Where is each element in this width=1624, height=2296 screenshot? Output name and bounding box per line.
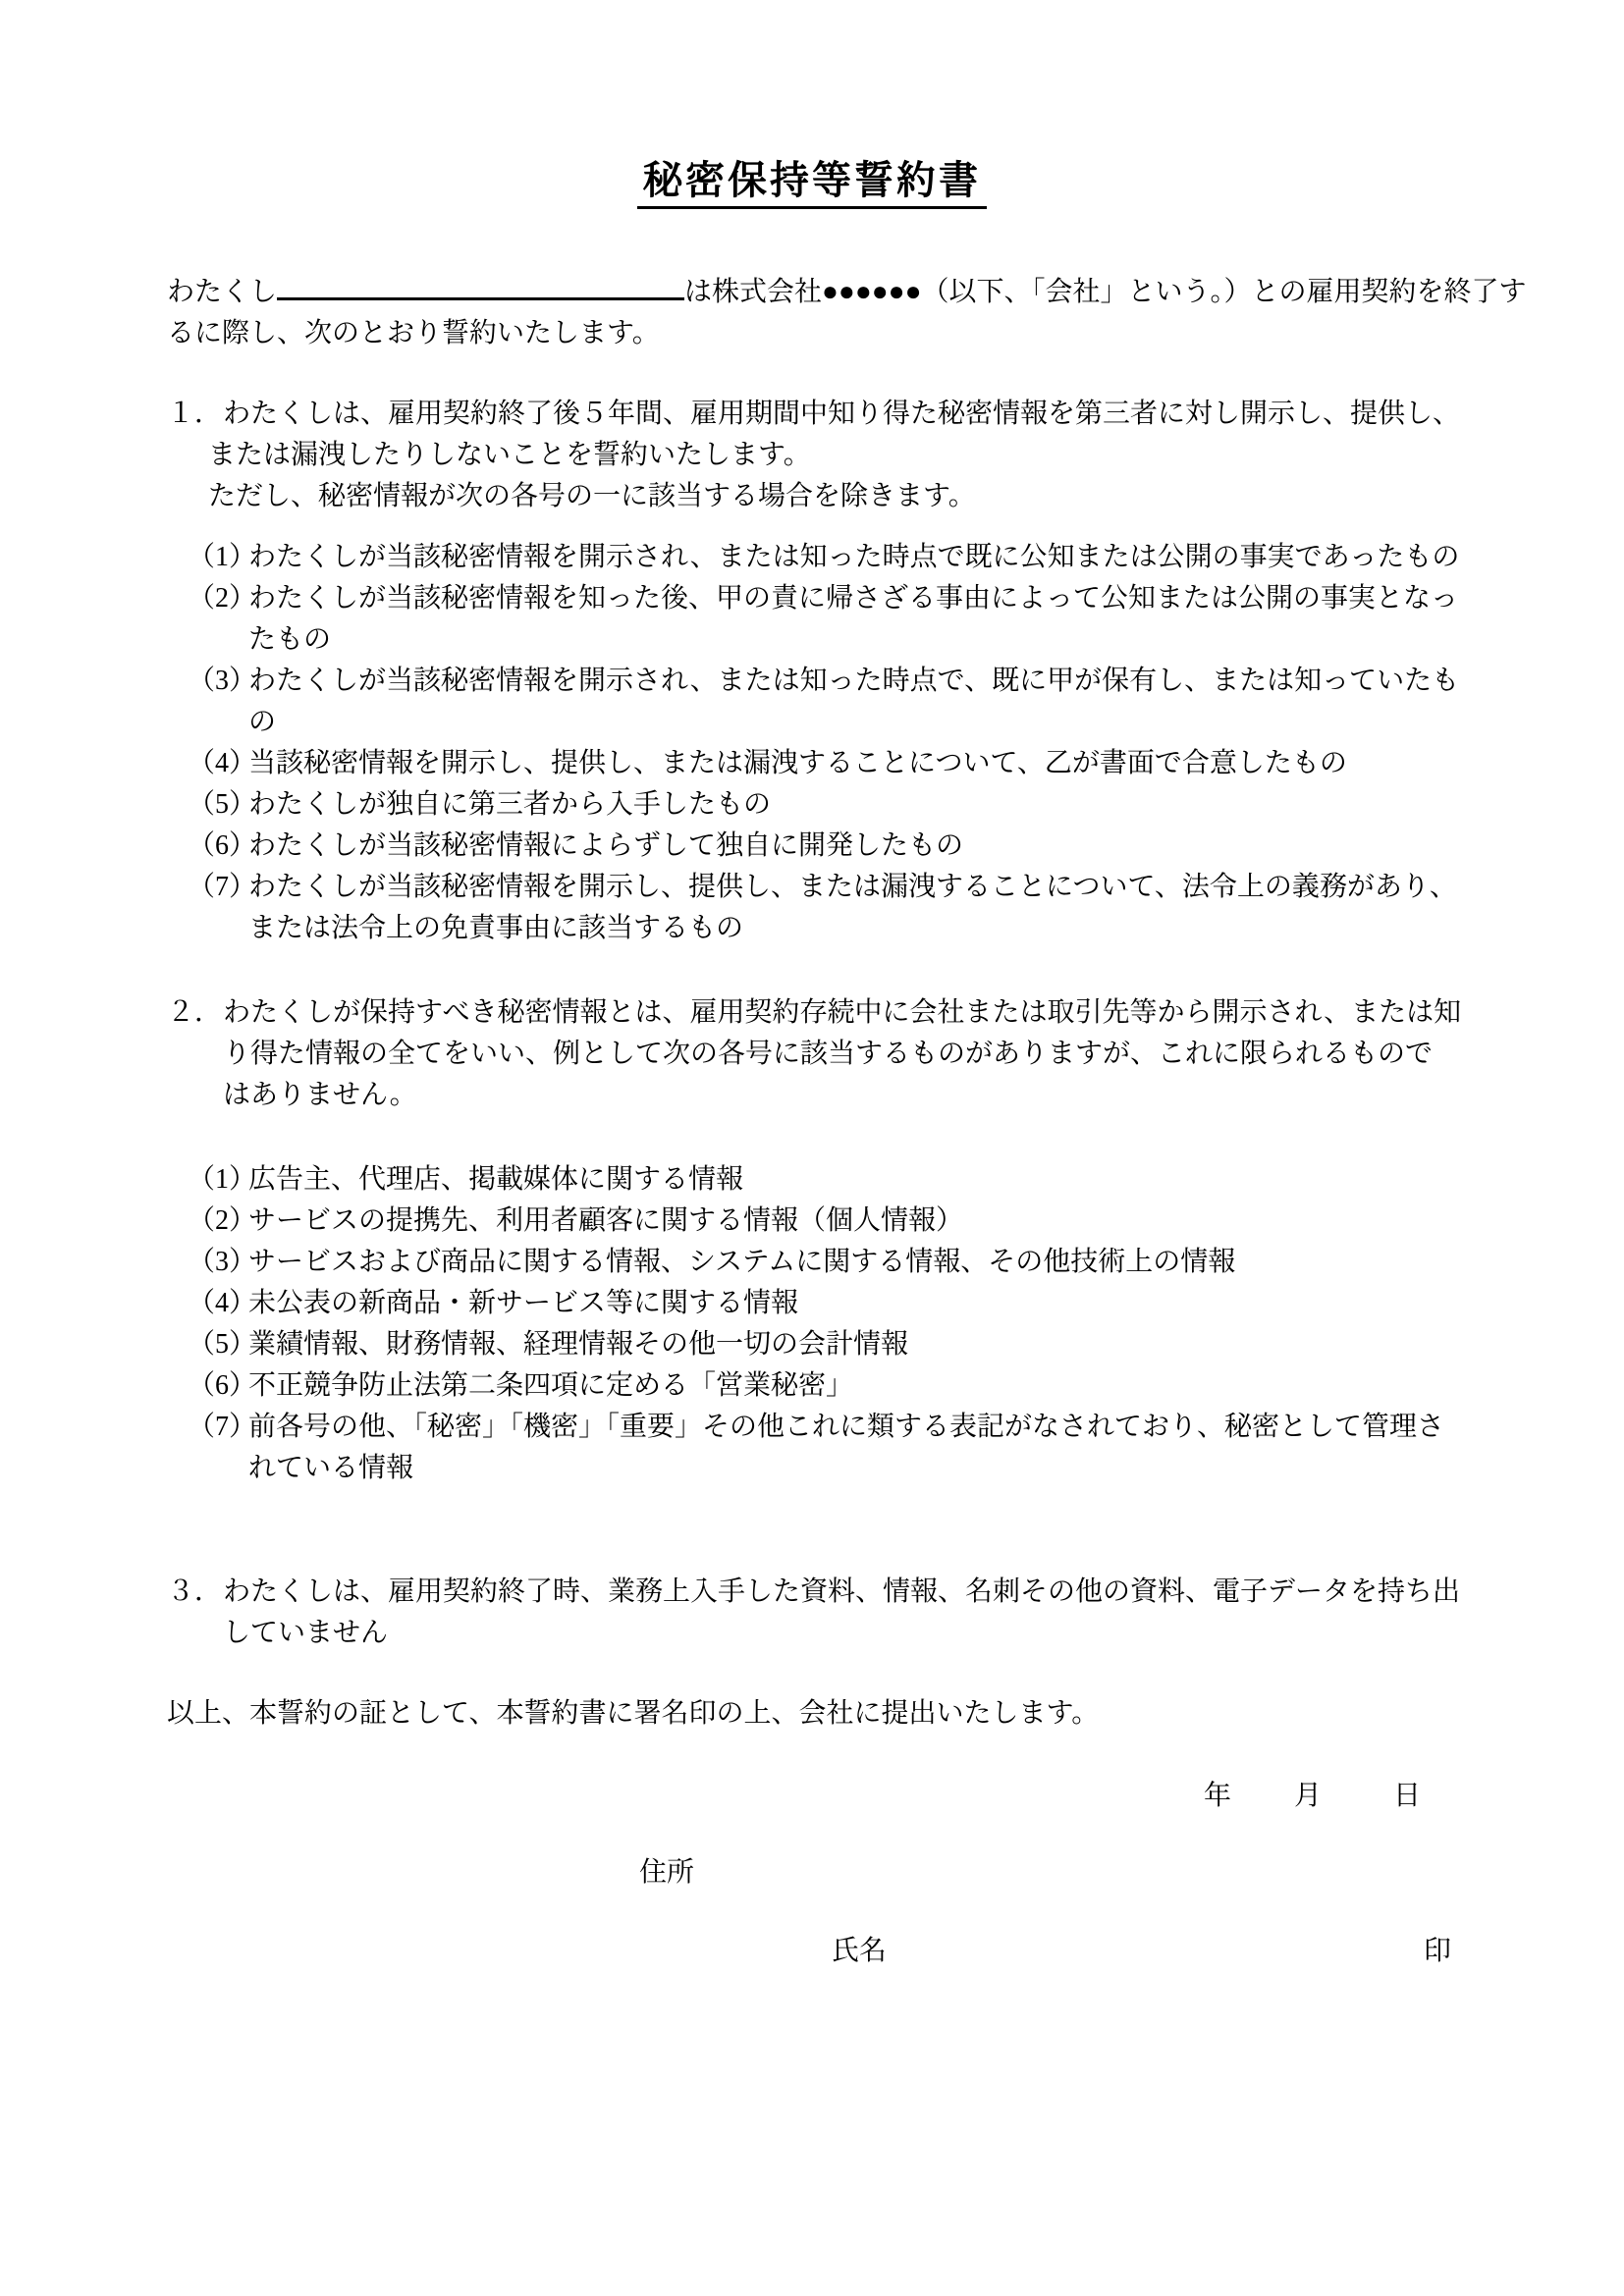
section-1 (0, 394, 1624, 517)
section-1-heading-line (167, 394, 1624, 435)
day-label: 日 (1393, 1781, 1422, 1811)
document-title: 秘密保持等誓約書 (637, 157, 987, 209)
list-item (188, 1159, 1624, 1201)
list-item (188, 537, 1624, 578)
section-2-item-list (0, 1159, 1624, 1489)
item-text: わたくしが当該秘密情報によらずして独自に開発したもの (248, 830, 964, 861)
closing-line: 以上、本誓約の証として、本誓約書に署名印の上、会社に提出いたします。 (167, 1698, 1100, 1729)
intro-text-after-blank: は株式会社●●●●●●（以下、「会社」という。）との雇用契約を終了す (684, 277, 1527, 307)
item-text: 不正競争防止法第二条四項に定める「営業秘密」 (248, 1370, 854, 1401)
intro-line-1 (167, 272, 1624, 313)
item-number: （4） (188, 748, 257, 778)
section-3-number: ３． (167, 1576, 223, 1607)
list-item (188, 826, 1624, 867)
item-text: わたくしが当該秘密情報を開示され、または知った時点で既に公知または公開の事実であったもの (248, 542, 1460, 572)
item-number: （5） (188, 1329, 257, 1360)
list-item (188, 743, 1624, 784)
intro-line-2: るに際し、次のとおり誓約いたします。 (167, 318, 660, 348)
list-item (188, 578, 1624, 619)
section-1-item-list (0, 537, 1624, 949)
item-text: 未公表の新商品・新サービス等に関する情報 (248, 1288, 799, 1318)
list-item (188, 1201, 1624, 1242)
section-2-text: わたくしが保持すべき秘密情報とは、雇用契約存続中に会社または取引先等から開示され、または知 (223, 997, 1462, 1028)
item-text: サービスおよび商品に関する情報、システムに関する情報、その他技術上の情報 (248, 1247, 1236, 1277)
closing-paragraph (0, 1693, 1624, 1735)
list-item (188, 661, 1624, 702)
section-2-cont-line-1: り得た情報の全てをいい、例として次の各号に該当するものがありますが、これに限られるもので (223, 1039, 1434, 1069)
list-item (188, 1324, 1624, 1365)
address-label: 住所 (639, 1857, 695, 1888)
signature-date-line (1204, 1776, 1624, 1817)
list-item (188, 1407, 1624, 1448)
item-number: （6） (188, 1370, 257, 1401)
item-number: （1） (188, 1164, 257, 1195)
item-text: 広告主、代理店、掲載媒体に関する情報 (248, 1164, 744, 1195)
section-3-text: わたくしは、雇用契約終了時、業務上入手した資料、情報、名刺その他の資料、電子データを持ち出 (223, 1576, 1461, 1607)
address-label-line (639, 1852, 1624, 1894)
item-cont-line: たもの (248, 624, 332, 655)
list-item (188, 1365, 1624, 1407)
item-cont-line: れている情報 (248, 1453, 414, 1483)
item-cont-line: の (248, 707, 277, 737)
title-row (0, 0, 1624, 209)
intro-text-before-blank: わたくし (167, 277, 278, 307)
section-2-heading-line (167, 992, 1624, 1034)
list-item (188, 1242, 1624, 1283)
item-number: （7） (188, 1412, 257, 1442)
section-3-heading-line (167, 1572, 1624, 1613)
section-2-cont-line-2: はありません。 (223, 1080, 417, 1110)
name-label: 氏名 (832, 1936, 888, 1966)
section-1-cont-line-1: または漏洩したりしないことを誓約いたします。 (208, 440, 811, 470)
item-text: サービスの提携先、利用者顧客に関する情報（個人情報） (248, 1205, 964, 1236)
item-number: （7） (188, 872, 257, 902)
item-number: （3） (188, 666, 257, 696)
list-item (188, 784, 1624, 826)
item-text: わたくしが独自に第三者から入手したもの (248, 789, 772, 820)
item-text: 当該秘密情報を開示し、提供し、または漏洩することについて、乙が書面で合意したもの (248, 748, 1347, 778)
intro-paragraph (0, 272, 1624, 354)
list-item (188, 867, 1624, 908)
section-2 (0, 992, 1624, 1116)
item-number: （5） (188, 789, 257, 820)
section-3 (0, 1572, 1624, 1654)
item-number: （4） (188, 1288, 257, 1318)
name-seal-line (832, 1931, 1624, 1972)
year-label: 年 (1204, 1781, 1232, 1811)
item-text: わたくしが当該秘密情報を開示し、提供し、または漏洩することについて、法令上の義務があり、 (248, 872, 1457, 902)
item-text: わたくしが当該秘密情報を知った後、甲の責に帰さざる事由によって公知または公開の事実となっ (248, 583, 1459, 614)
item-number: （2） (188, 583, 257, 614)
month-label: 月 (1294, 1781, 1323, 1811)
employee-name-blank-field (277, 295, 684, 300)
section-1-cont-line-2: ただし、秘密情報が次の各号の一に該当する場合を除きます。 (208, 481, 976, 511)
list-item (188, 1283, 1624, 1324)
item-number: （6） (188, 830, 257, 861)
item-text: わたくしが当該秘密情報を開示され、または知った時点で、既に甲が保有し、または知っていたも (248, 666, 1460, 696)
section-1-number: １． (167, 399, 223, 429)
item-number: （3） (188, 1247, 257, 1277)
item-cont-line: または法令上の免責事由に該当するもの (248, 913, 744, 943)
section-3-cont-line-1: していません (223, 1618, 389, 1648)
section-2-number: ２． (167, 997, 223, 1028)
section-1-text: わたくしは、雇用契約終了後５年間、雇用期間中知り得た秘密情報を第三者に対し開示し、提供し、 (223, 399, 1461, 429)
item-number: （2） (188, 1205, 257, 1236)
item-text: 業績情報、財務情報、経理情報その他一切の会計情報 (248, 1329, 909, 1360)
seal-label: 印 (1424, 1936, 1452, 1966)
item-text: 前各号の他、「秘密」「機密」「重要」その他これに類する表記がなされており、秘密として管理さ (248, 1412, 1445, 1442)
item-number: （1） (188, 542, 257, 572)
